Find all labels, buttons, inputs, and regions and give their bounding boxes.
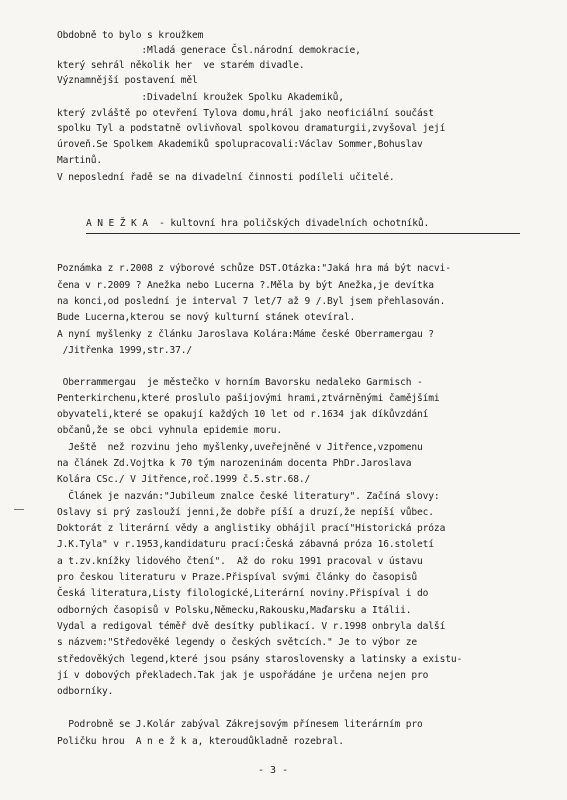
text-line: Oberrammergau je městečko v horním Bavorsku nedaleko Garmisch -	[57, 377, 423, 388]
text-line: A nyní myšlenky z článku Jaroslava Kolára:Máme české Oberramergau ?	[57, 329, 434, 340]
text-line: spolku Tyl a podstatně ovlivňoval spolkovou dramaturgii,zvyšoval její	[57, 123, 446, 134]
text-line: jí v dobových překladech.Tak jak je uspořádáne je určena nejen pro	[57, 670, 429, 681]
text-line: na konci,od poslední je interval 7 let/7 až 9 /.Byl jsem přehlasován.	[57, 296, 446, 307]
text-line: /Jitřenka 1999,str.37./	[57, 345, 193, 356]
text-line: J.K.Tyla" v r.1953,kandidaturu prací:Česká zábavná próza 16.století	[57, 539, 434, 550]
text-line: Penterkirchenu,které proslulo pašijovými hrami,ztvárněnými čamějšími	[57, 393, 440, 404]
text-line: Doktorát z literární vědy a anglistiky obhájil prací"Historická próza	[57, 523, 446, 534]
text-line: Bude Lucerna,kterou se nový kulturní stánek otevíral.	[57, 312, 356, 323]
text-line: který zvláště po otevření Tylova domu,hrál jako neoficiální součást	[57, 108, 434, 119]
text-line: s názvem:"Středověké legendy o českých světcích." Je to výbor ze	[57, 637, 418, 648]
text-line: odborníky.	[57, 686, 114, 697]
text-line: Martinů.	[57, 155, 103, 166]
text-line: Poznámka z r.2008 z výborové schůze DST.Otázka:"Jaká hra má být nacvi-	[57, 263, 451, 274]
page-number: - 3 -	[258, 765, 289, 776]
text-line: občanů,že se obci vyhnula epidemie moru.	[57, 425, 283, 436]
text-line: čena v r.2009 ? Anežka nebo Lucerna ?.Měla by být Anežka,je devítka	[57, 280, 434, 291]
text-line: Poličku hrou A n e ž k a, kteroudůkladně rozebral.	[57, 736, 344, 747]
text-line: na článek Zd.Vojtka k 70 tým narozeninám docenta PhDr.Jaroslava	[57, 458, 412, 469]
text-line: Článek je nazván:"Jubileum znalce české literatury". Začíná slovy:	[57, 491, 440, 502]
text-line: obyvateli,které se opakují každých 10 let od r.1634 jak díkůvzdání	[57, 409, 429, 420]
text-line: úroveň.Se Spolkem Akademiků spolupracovali:Václav Sommer,Bohuslav	[57, 139, 423, 150]
text-line: :Mladá generace Čsl.národní demokracie,	[57, 45, 361, 56]
text-line: :Divadelní kroužek Spolku Akademiků,	[57, 92, 344, 103]
text-line: Významnější postavení měl	[57, 75, 198, 86]
text-line: a t.zv.knížky lidového čtení". Až do roku 1991 pracoval v ústavu	[57, 556, 423, 567]
text-line: odborných časopisů v Polsku,Německu,Rakousku,Maďarsku a Itálii.	[57, 605, 412, 616]
text-line: Oslavy si prý zaslouží jenni,že dobře píší a druzí,že nepíší vůbec.	[57, 507, 434, 518]
text-line: pro českou literaturu v Praze.Přispíval svými články do časopisů	[57, 572, 418, 583]
section-heading: A N E Ž K A - kultovní hra poličských divadelních ochotníků.	[86, 218, 430, 229]
text-line: Obdobně to bylo s kroužkem	[57, 30, 204, 41]
margin-mark	[14, 509, 24, 510]
text-line: V neposlední řadě se na divadelní činnosti podíleli učitelé.	[57, 172, 395, 183]
text-line: Kolára CSc./ V Jitřence,roč.1999 č.5.str.68./	[57, 474, 311, 485]
text-line: který sehrál několik her ve starém divadle.	[57, 60, 305, 71]
text-line: Česká literatura,Listy filologické,Literární noviny.Přispíval i do	[57, 588, 429, 599]
text-line: středověkých legend,které jsou psány staroslovensky a latinsky a existu-	[57, 654, 463, 665]
heading-underline	[86, 233, 520, 234]
text-line: Podrobně se J.Kolár zabýval Zákrejsovým přínesem literárním pro	[57, 719, 423, 730]
text-line: Vydal a redigoval téměř dvě desítky publikací. V r.1998 onbryla další	[57, 621, 446, 632]
text-line: Ještě než rozvinu jeho myšlenky,uveřejněné v Jitřence,vzpomenu	[57, 442, 423, 453]
